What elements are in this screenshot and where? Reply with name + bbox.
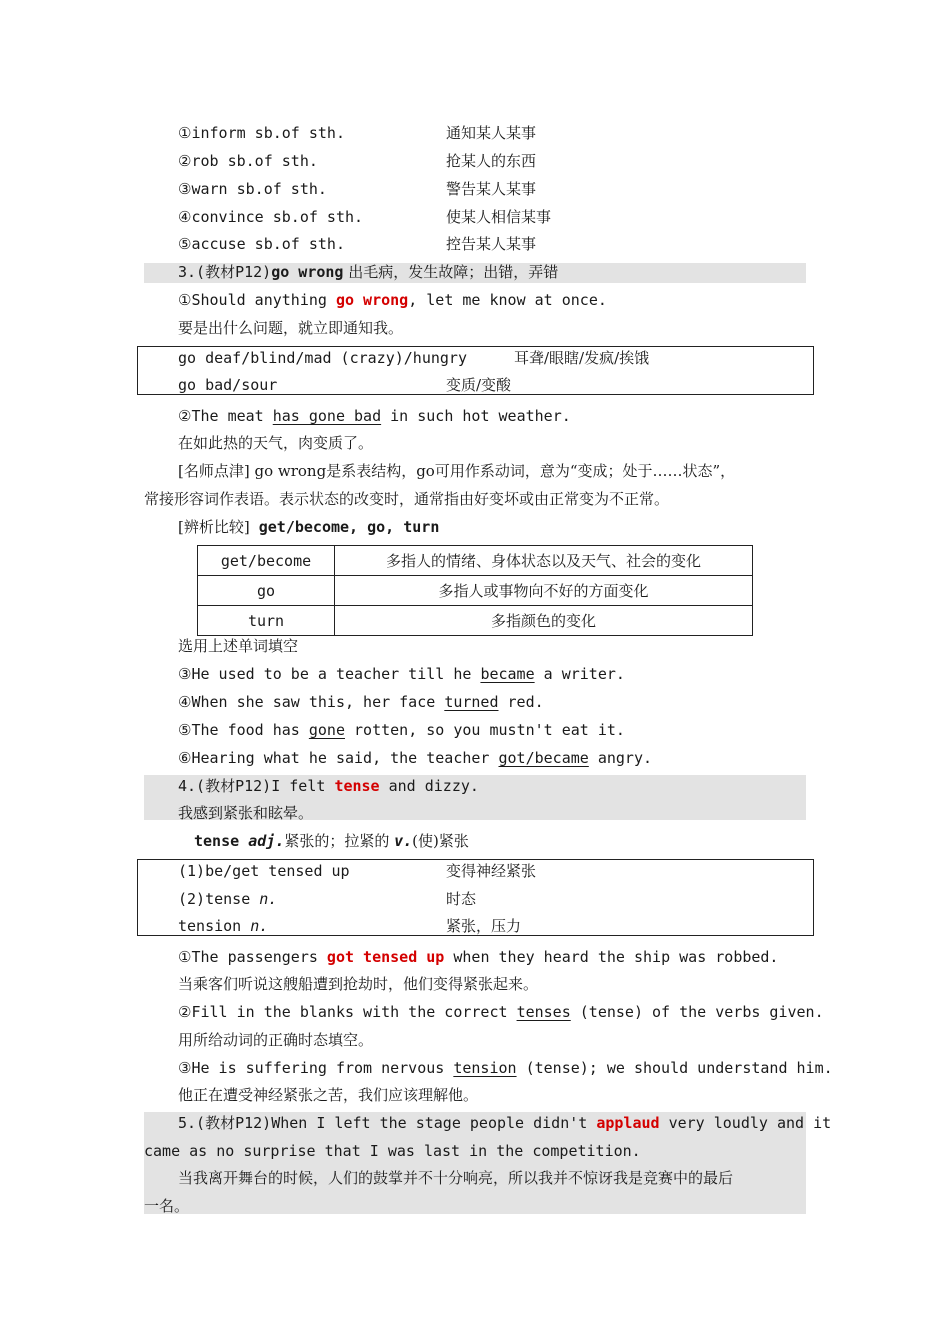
tense-box-row1-cn: 变得神经紧张	[446, 862, 537, 880]
go-adj-row2-en: go bad/sour	[178, 376, 278, 394]
phrase-cn-4: 使某人相信某事	[446, 208, 552, 226]
item3-example-2: ②The meat has gone bad in such hot weather.	[178, 407, 571, 425]
item5-translation-line2: 一名。	[144, 1197, 190, 1215]
tense-box-row2-cn: 时态	[446, 890, 477, 908]
compare-heading: [辨析比较] get/become, go, turn	[178, 518, 440, 536]
item5-line1: 5.(教材P12)When I left the stage people didn't applaud very loudly and it	[178, 1114, 832, 1132]
fill-sentence-3: ③He used to be a teacher till he became a writer.	[178, 665, 625, 683]
phrase-cn-1: 通知某人某事	[446, 124, 537, 142]
phrase-en-5: ⑤accuse sb.of sth.	[178, 235, 345, 253]
tense-box-row3-cn: 紧张，压力	[446, 917, 522, 935]
tense-box-row3-en: tension n.	[178, 917, 269, 935]
table-cell-desc: 多指人或事物向不好的方面变化	[335, 576, 753, 606]
teacher-note-line1: [名师点津] go wrong是系表结构，go可用作系动词，意为“变成；处于……状态”，	[178, 462, 736, 480]
phrase-en-1: ①inform sb.of sth.	[178, 124, 345, 142]
phrase-cn-5: 控告某人某事	[446, 235, 537, 253]
item3-example-2-translation: 在如此热的天气，肉变质了。	[178, 434, 374, 452]
item3-example-1: ①Should anything go wrong, let me know at once.	[178, 291, 607, 309]
teacher-note-line2: 常接形容词作表语。表示状态的改变时，通常指由好变坏或由正常变为不正常。	[144, 490, 670, 508]
tense-definition: tense adj.紧张的；拉紧的 v.(使)紧张	[194, 832, 469, 850]
fill-sentence-4: ④When she saw this, her face turned red.	[178, 693, 544, 711]
table-cell-word: turn	[198, 606, 335, 636]
table-cell-desc: 多指人的情绪、身体状态以及天气、社会的变化	[335, 546, 753, 576]
table-cell-desc: 多指颜色的变化	[335, 606, 753, 636]
item5-translation-line1: 当我离开舞台的时候，人们的鼓掌并不十分响亮，所以我并不惊讶我是竞赛中的最后	[178, 1169, 734, 1187]
item4-example-1-translation: 当乘客们听说这艘船遭到抢劫时，他们变得紧张起来。	[178, 975, 539, 993]
item4-example-3: ③He is suffering from nervous tension (tense); we should understand him.	[178, 1059, 833, 1077]
item4-example-2: ②Fill in the blanks with the correct tenses (tense) of the verbs given.	[178, 1003, 824, 1021]
fill-instruction: 选用上述单词填空	[178, 637, 299, 655]
go-adj-row2-cn: 变质/变酸	[446, 376, 512, 394]
item4-example-2-translation: 用所给动词的正确时态填空。	[178, 1031, 374, 1049]
item4-heading: 4.(教材P12)I felt tense and dizzy.	[178, 777, 479, 795]
item3-heading: 3.(教材P12)go wrong 出毛病，发生故障；出错，弄错	[178, 263, 559, 281]
fill-sentence-5: ⑤The food has gone rotten, so you mustn't eat it.	[178, 721, 625, 739]
compare-table	[197, 545, 753, 636]
table-cell-word: get/become	[198, 546, 335, 576]
phrase-cn-3: 警告某人某事	[446, 180, 537, 198]
tense-box-row1-en: (1)be/get tensed up	[178, 862, 350, 880]
go-adj-row1-en: go deaf/blind/mad (crazy)/hungry	[178, 349, 467, 367]
table-row	[198, 606, 753, 636]
item3-example-1-translation: 要是出什么问题，就立即通知我。	[178, 319, 404, 337]
table-cell-word: go	[198, 576, 335, 606]
phrase-en-4: ④convince sb.of sth.	[178, 208, 364, 226]
phrase-en-2: ②rob sb.of sth.	[178, 152, 318, 170]
item4-heading-translation: 我感到紧张和眩晕。	[178, 804, 314, 822]
phrase-cn-2: 抢某人的东西	[446, 152, 537, 170]
phrase-en-3: ③warn sb.of sth.	[178, 180, 327, 198]
fill-sentence-6: ⑥Hearing what he said, the teacher got/became angry.	[178, 749, 653, 767]
go-adj-row1-cn: 耳聋/眼瞎/发疯/挨饿	[514, 349, 650, 367]
tense-box-row2-en: (2)tense n.	[178, 890, 278, 908]
table-row	[198, 546, 753, 576]
item4-example-1: ①The passengers got tensed up when they heard the ship was robbed.	[178, 948, 779, 966]
table-row	[198, 576, 753, 606]
item5-line2: came as no surprise that I was last in the competition.	[144, 1142, 641, 1160]
item4-example-3-translation: 他正在遭受神经紧张之苦，我们应该理解他。	[178, 1086, 479, 1104]
